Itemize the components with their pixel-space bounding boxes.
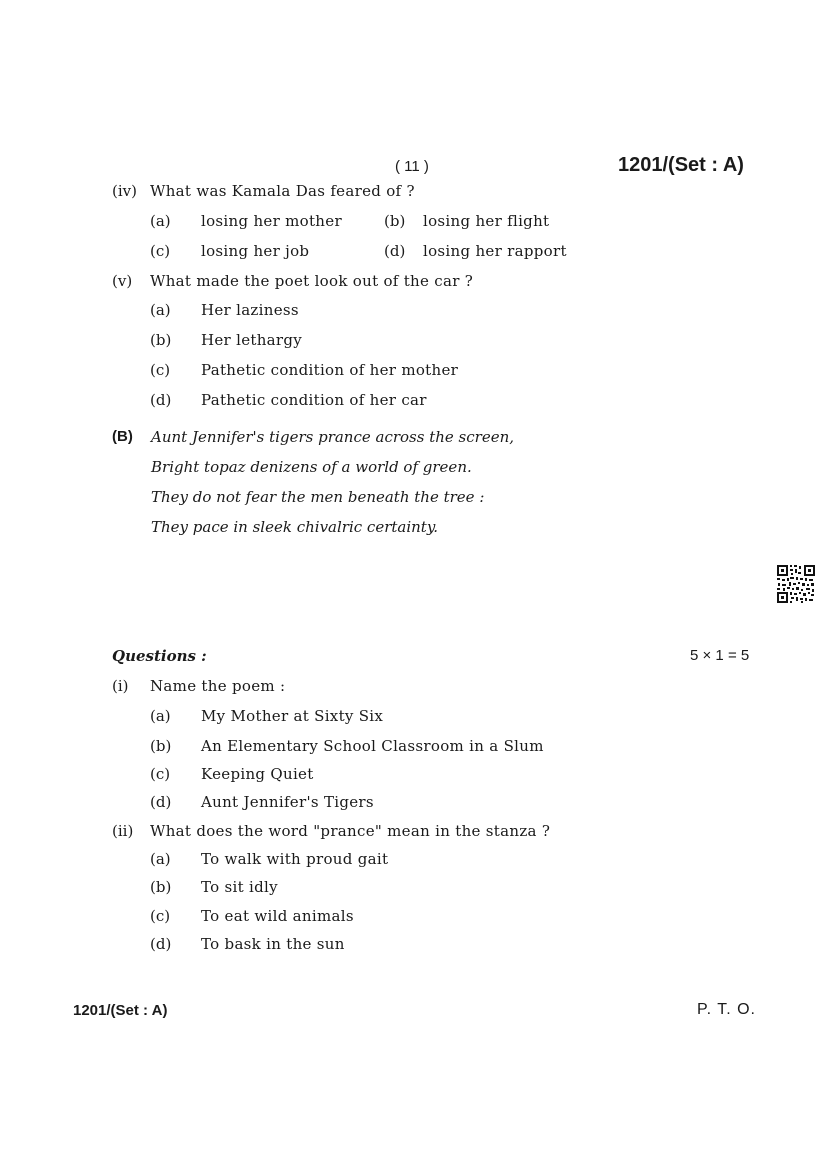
option-text: losing her job — [201, 242, 310, 260]
option-text: An Elementary School Classroom in a Slum — [201, 737, 544, 755]
question-v-number: (v) — [112, 272, 133, 290]
option-text: To bask in the sun — [201, 935, 345, 953]
questions-heading: Questions : — [112, 647, 207, 665]
stanza-line: They pace in sleek chivalric certainty. — [151, 518, 439, 536]
option-label: (c) — [150, 242, 171, 260]
option-text: Aunt Jennifer's Tigers — [201, 793, 374, 811]
question-iv-text: What was Kamala Das feared of ? — [150, 182, 415, 200]
option-label: (d) — [150, 793, 172, 811]
option-label: (a) — [150, 707, 171, 725]
option-text: To sit idly — [201, 878, 278, 896]
option-text: To eat wild animals — [201, 907, 354, 925]
section-b-label: (B) — [112, 428, 133, 445]
option-text: Her laziness — [201, 301, 299, 319]
option-text: losing her flight — [423, 212, 550, 230]
marks-allocation: 5 × 1 = 5 — [690, 647, 750, 664]
option-label: (b) — [150, 737, 172, 755]
option-label: (a) — [150, 212, 171, 230]
option-label: (a) — [150, 301, 171, 319]
paper-code-header: 1201/(Set : A) — [618, 154, 744, 176]
stanza-line: Bright topaz denizens of a world of green. — [151, 458, 472, 476]
stanza-line: Aunt Jennifer's tigers prance across the screen, — [151, 428, 515, 446]
stanza-line: They do not fear the men beneath the tree : — [151, 488, 485, 506]
option-text: Keeping Quiet — [201, 765, 314, 783]
qr-code-icon — [776, 564, 816, 604]
option-label: (d) — [150, 391, 172, 409]
option-label: (c) — [150, 361, 171, 379]
option-label: (c) — [150, 765, 171, 783]
option-label: (d) — [384, 242, 406, 260]
option-text: My Mother at Sixty Six — [201, 707, 384, 725]
question-i-text: Name the poem : — [150, 677, 286, 695]
question-ii-text: What does the word "prance" mean in the stanza ? — [150, 822, 551, 840]
option-text: To walk with proud gait — [201, 850, 389, 868]
question-ii-number: (ii) — [112, 822, 134, 840]
question-i-number: (i) — [112, 677, 129, 695]
question-iv-number: (iv) — [112, 182, 137, 200]
option-label: (b) — [150, 331, 172, 349]
option-label: (d) — [150, 935, 172, 953]
option-label: (c) — [150, 907, 171, 925]
option-text: Pathetic condition of her car — [201, 391, 427, 409]
question-v-text: What made the poet look out of the car ? — [150, 272, 474, 290]
option-text: Pathetic condition of her mother — [201, 361, 459, 379]
option-text: Her lethargy — [201, 331, 303, 349]
option-label: (a) — [150, 850, 171, 868]
option-label: (b) — [150, 878, 172, 896]
option-text: losing her mother — [201, 212, 342, 230]
option-text: losing her rapport — [423, 242, 567, 260]
page-number: ( 11 ) — [395, 158, 429, 175]
pto-label: P. T. O. — [697, 1001, 756, 1018]
paper-code-footer: 1201/(Set : A) — [73, 1002, 168, 1019]
option-label: (b) — [384, 212, 406, 230]
